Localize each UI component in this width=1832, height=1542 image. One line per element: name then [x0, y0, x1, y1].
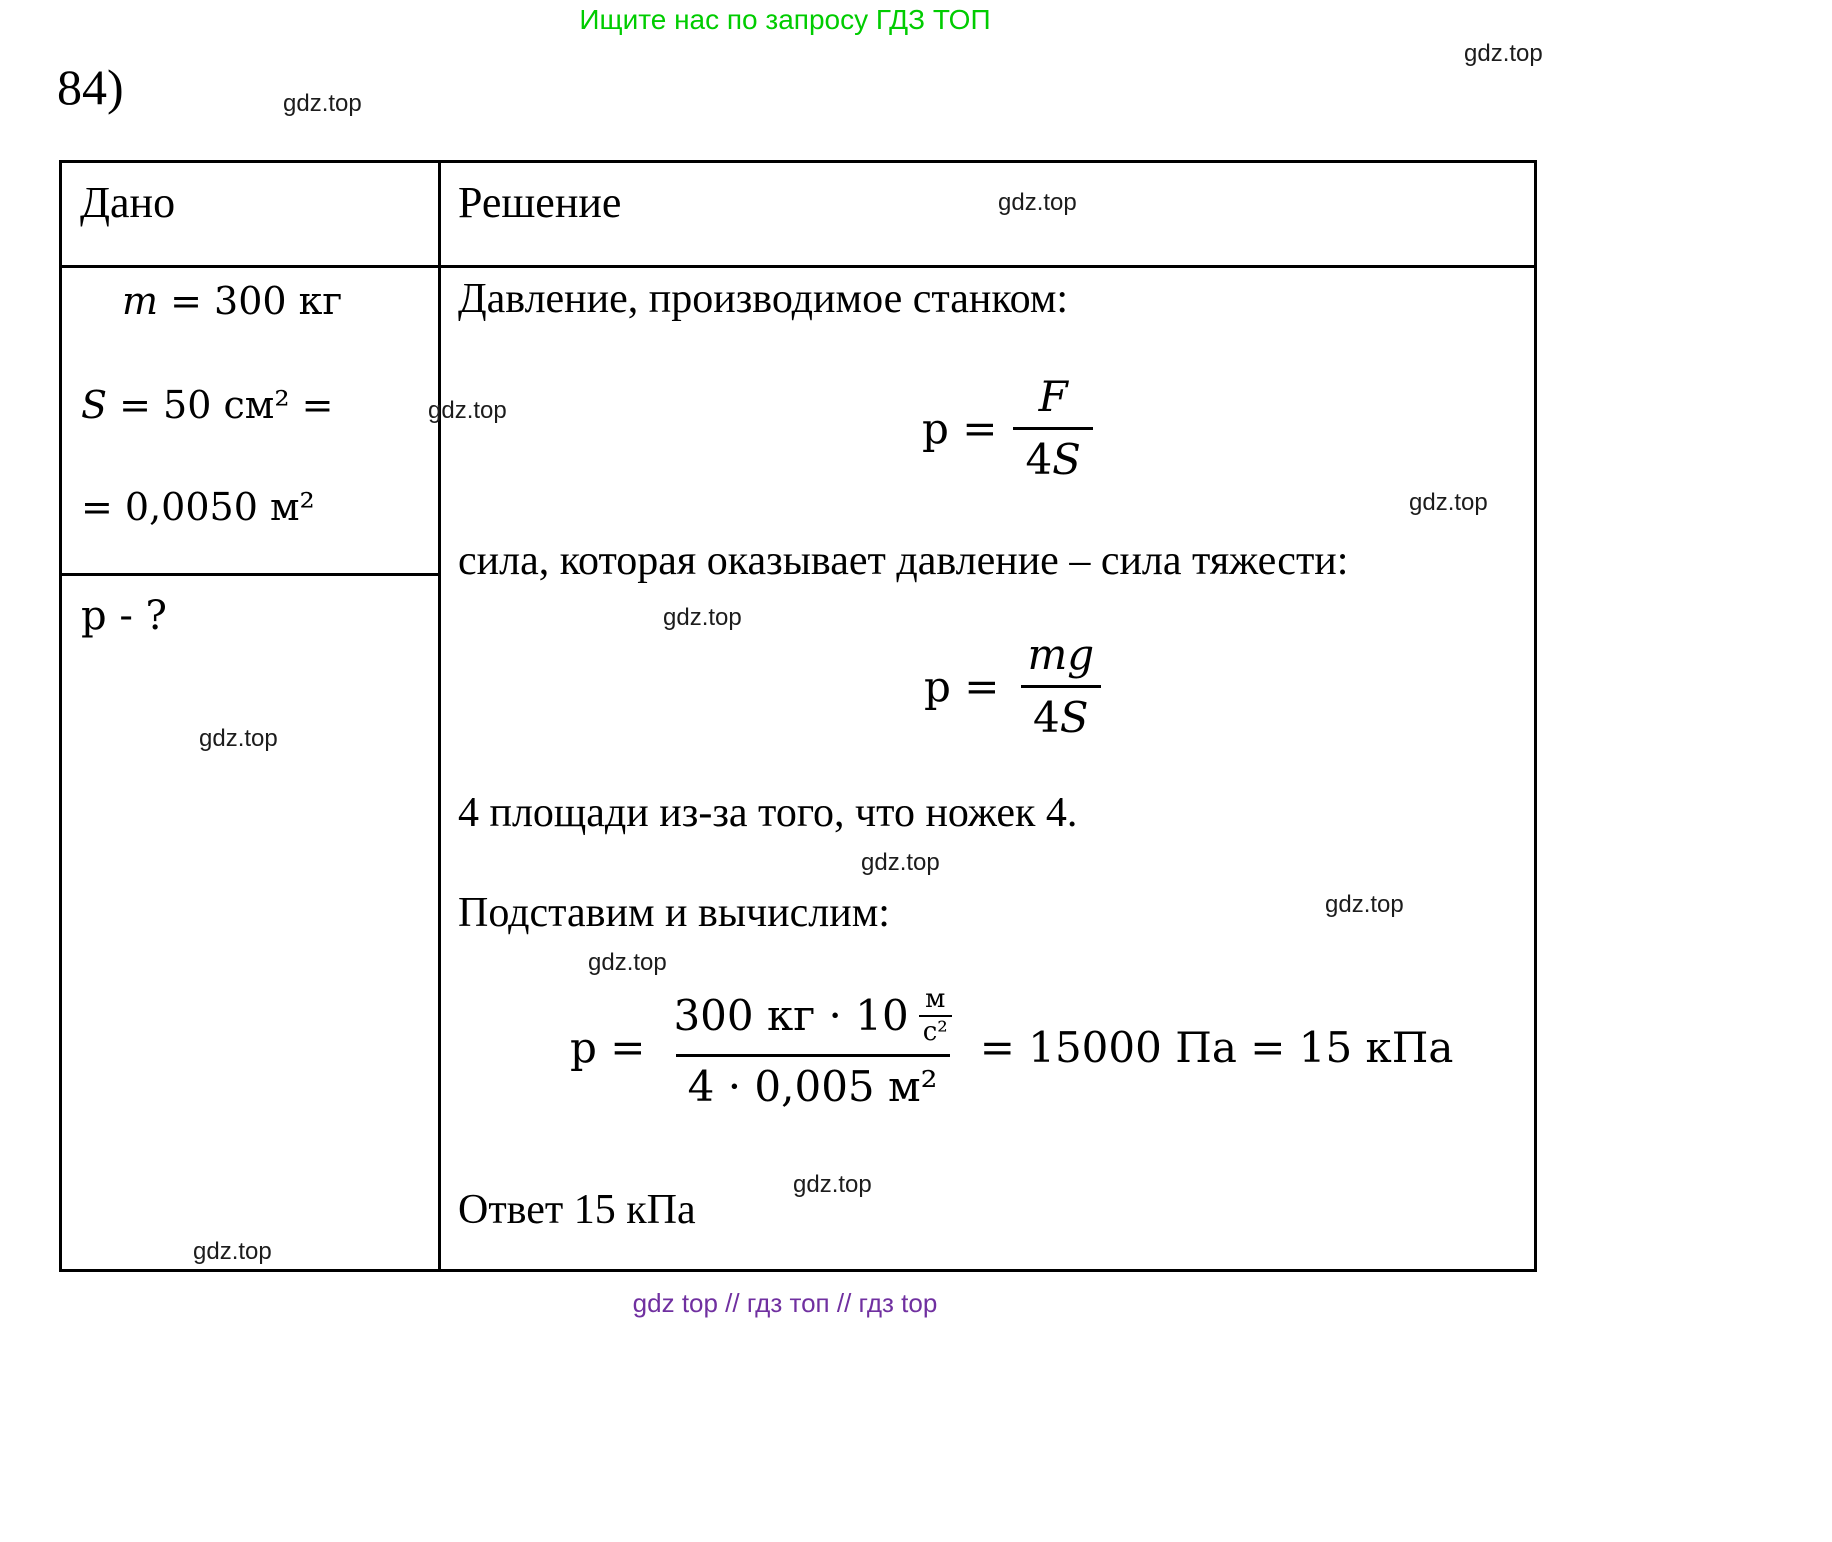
area-value: = 50 см² =: [107, 383, 334, 427]
pressure-formula: [922, 373, 1093, 485]
watermark: gdz.top: [998, 189, 1077, 216]
den-coef: 4: [1033, 693, 1060, 743]
watermark: gdz.top: [1325, 891, 1404, 918]
given-mass: [122, 279, 342, 323]
watermark: gdz.top: [428, 397, 507, 424]
site-banner: Ищите нас по запросу ГДЗ ТОП: [579, 4, 991, 35]
watermark: gdz.top: [193, 1238, 272, 1265]
substitute-note: Подставим и вычислим:: [458, 890, 890, 936]
watermark: gdz.top: [1409, 489, 1488, 516]
given-separator: [62, 573, 439, 576]
calculation-formula: [570, 985, 1453, 1111]
fraction: [1015, 631, 1106, 743]
area-symbol: S: [81, 383, 108, 427]
unit-fraction: [919, 985, 952, 1048]
formula-lhs: p =: [922, 403, 998, 453]
force-note: сила, которая оказывает давление – сила тяжести:: [458, 538, 1349, 584]
fraction-numerator: mg: [1027, 630, 1095, 679]
watermark: gdz.top: [861, 849, 940, 876]
fraction-denominator: [1021, 685, 1101, 742]
den-var: S: [1059, 693, 1089, 743]
watermark: gdz.top: [588, 949, 667, 976]
problem-number: 84): [57, 59, 124, 115]
numerator-main: 300 кг · 10: [673, 991, 909, 1041]
watermark: gdz.top: [793, 1171, 872, 1198]
legs-note: 4 площади из-за того, что ножек 4.: [458, 790, 1078, 836]
fraction-denominator: 4 · 0,005 м²: [676, 1054, 950, 1111]
formula-lhs: p =: [570, 1022, 646, 1072]
fraction-numerator: [661, 985, 963, 1054]
column-divider: [438, 163, 441, 1269]
fraction-numerator: F: [1038, 372, 1068, 421]
solution-header: Решение: [458, 178, 622, 227]
answer: Ответ 15 кПа: [458, 1187, 696, 1233]
watermark: gdz.top: [199, 725, 278, 752]
watermark: gdz.top: [1464, 40, 1543, 67]
site-footer: gdz top // гдз топ // гдз top: [632, 1288, 938, 1318]
calculation-result: = 15000 Па = 15 кПа: [979, 1022, 1454, 1072]
solution-intro: Давление, производимое станком:: [458, 276, 1069, 322]
given-header: Дано: [80, 178, 176, 227]
fraction: [1013, 373, 1093, 485]
gravity-formula: [924, 631, 1106, 743]
given-area: [81, 383, 333, 427]
den-coef: 4: [1025, 435, 1053, 485]
den-var: S: [1052, 435, 1081, 485]
given-find: p - ?: [81, 593, 167, 639]
mass-value: = 300 кг: [158, 279, 343, 323]
formula-lhs: p =: [924, 661, 1000, 711]
mass-symbol: m: [122, 279, 159, 323]
watermark: gdz.top: [663, 604, 742, 631]
fraction: [661, 985, 963, 1111]
fraction-denominator: [1013, 427, 1093, 484]
unit-numerator: м: [925, 984, 946, 1014]
watermark: gdz.top: [283, 90, 362, 117]
header-separator: [62, 265, 1534, 268]
unit-denominator: с²: [919, 1015, 952, 1048]
given-area-converted: = 0,0050 м²: [81, 485, 315, 529]
solution-table: [59, 160, 1537, 1272]
